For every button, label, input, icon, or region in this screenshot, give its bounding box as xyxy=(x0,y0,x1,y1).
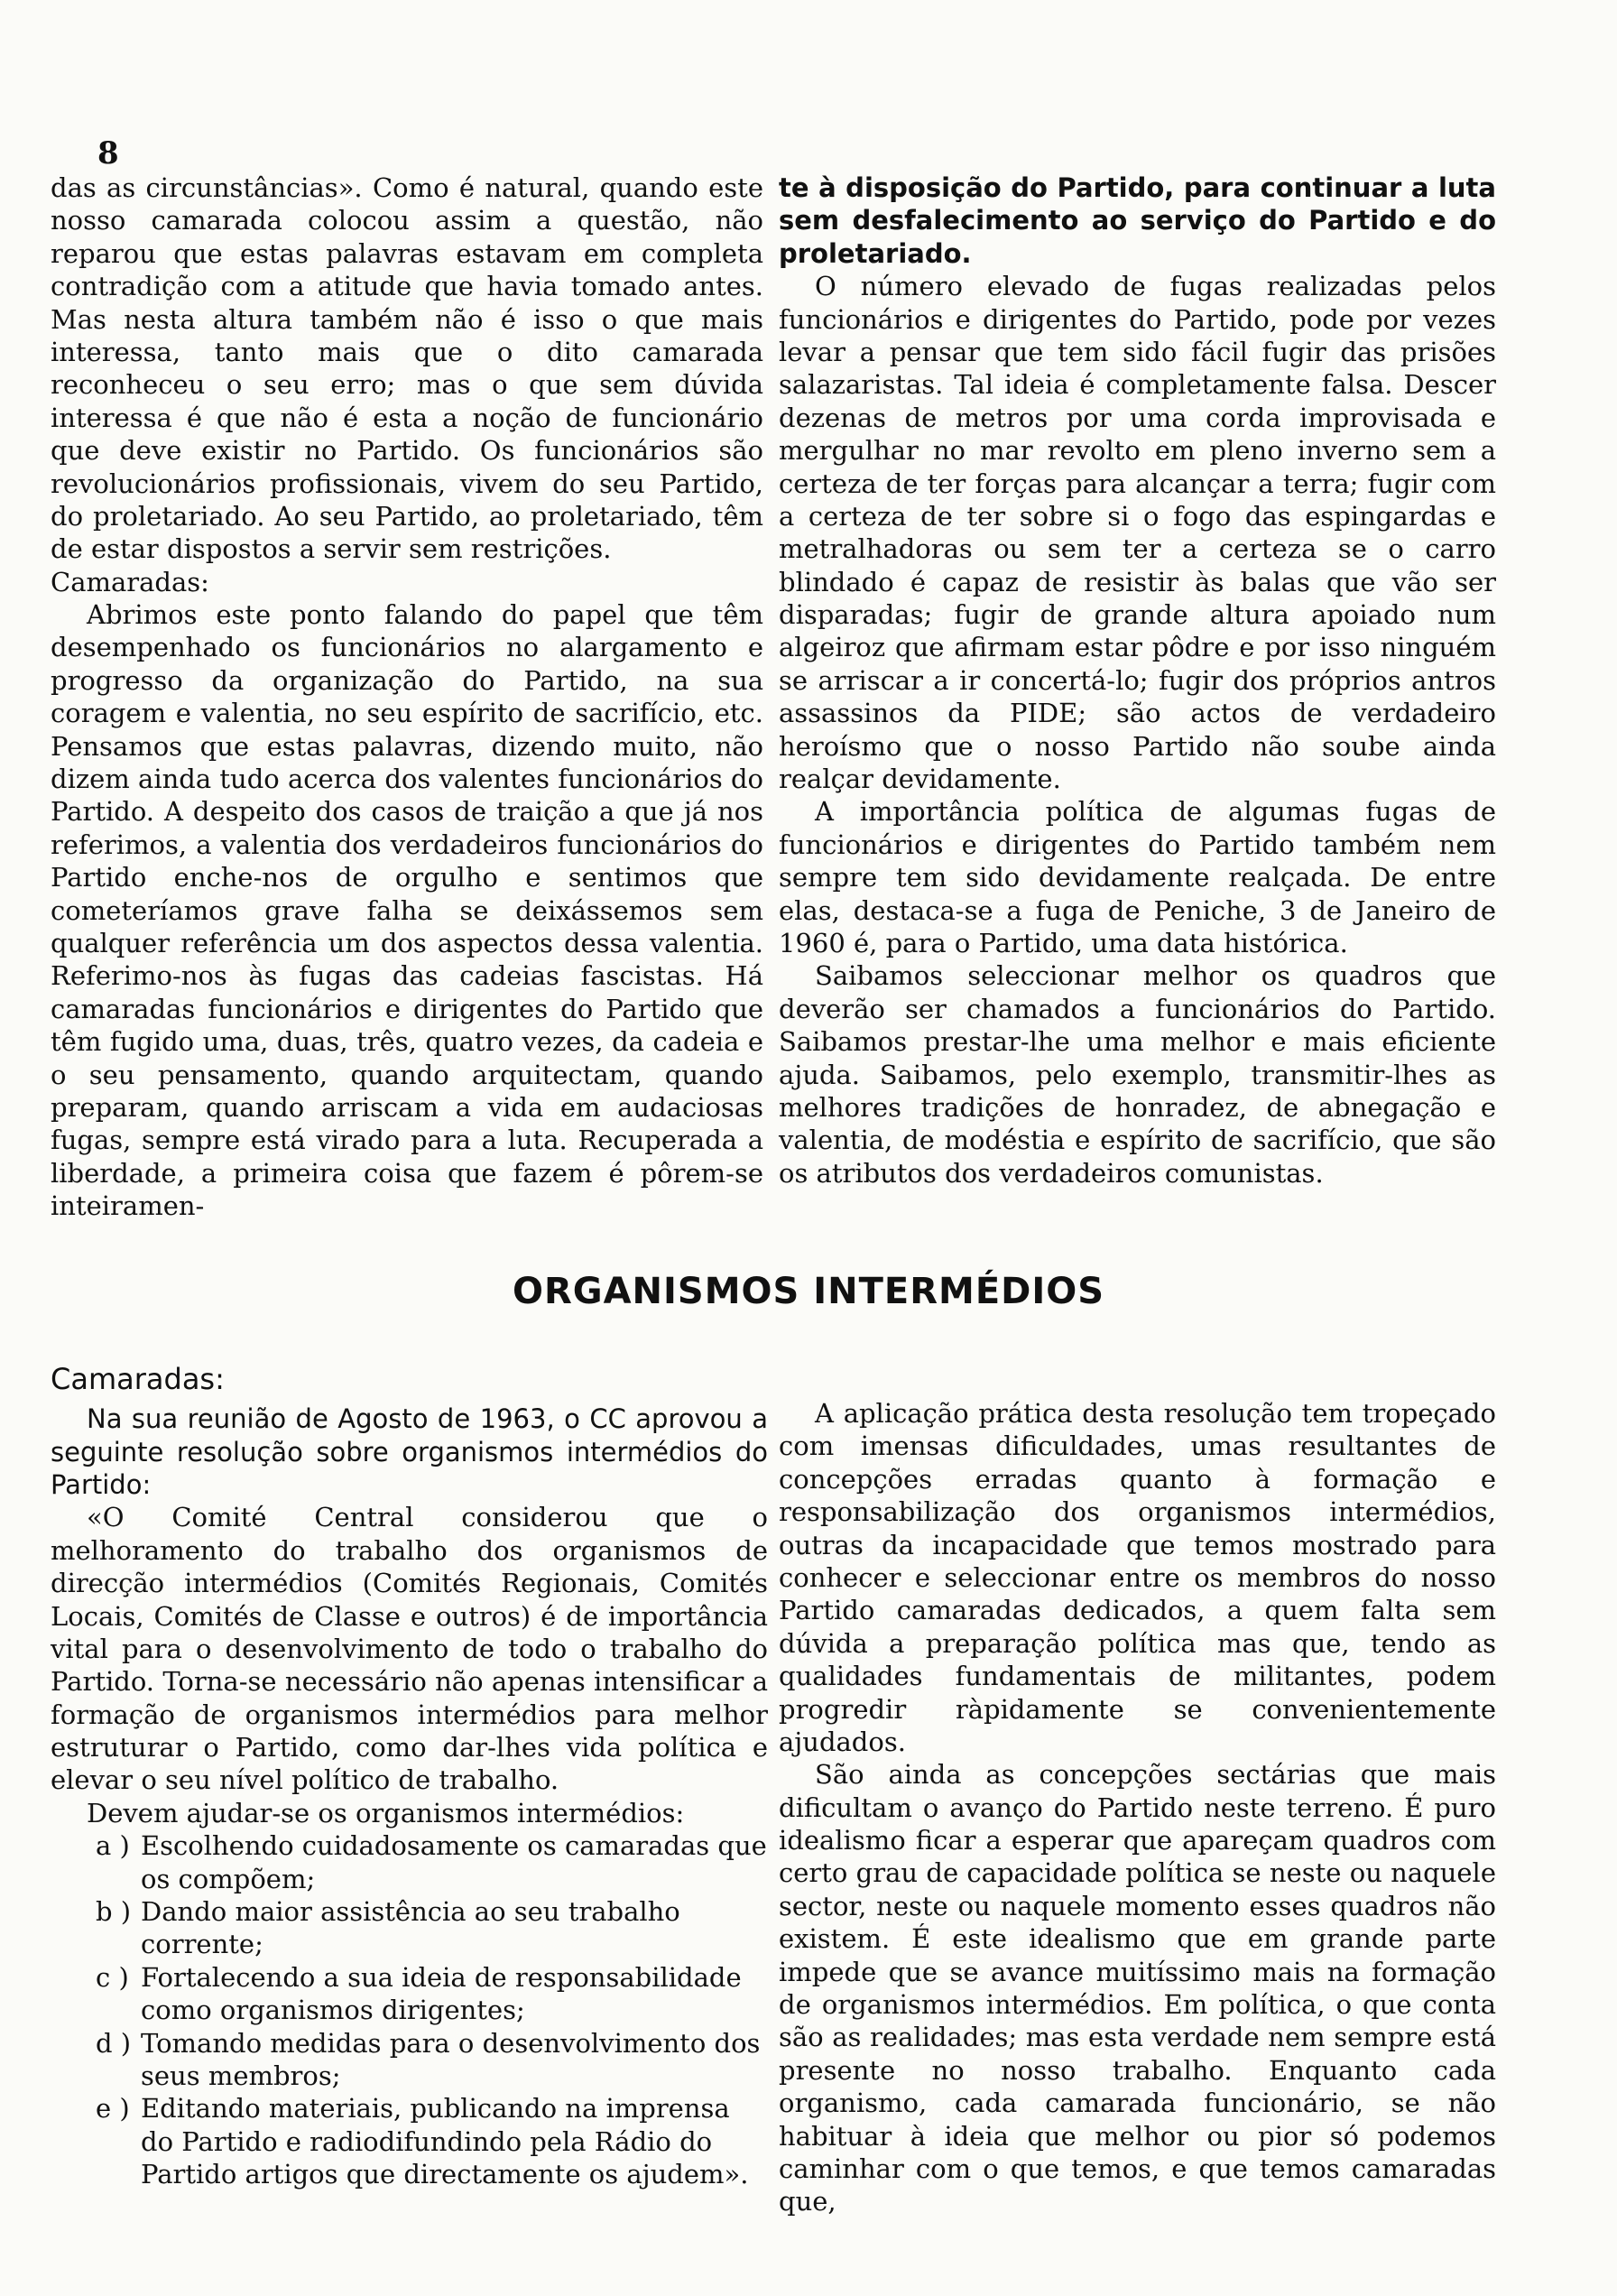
list-marker: a ) xyxy=(96,1830,130,1862)
list-marker: c ) xyxy=(96,1961,129,1993)
paragraph: A aplicação prática desta resolução tem tropeçado com imensas dificuldades, umas resultantes de concepções erradas quanto à formação e responsabilização dos organismos intermédios, outras da incapacidade que temos mostrado para conhecer e seleccionar entre os membros do nosso Partido camaradas dedicados, a quem falta sem dúvida a preparação política mas que, tendo as qualidades fundamentais de militantes, podem progredir ràpidamente se convenientemente ajudados. xyxy=(779,1398,1496,1757)
paragraph: Saibamos seleccionar melhor os quadros que deverão ser chamados a funcionários do Partido. Saibamos prestar-lhe uma melhor e mais eficiente ajuda. Saibamos, pelo exemplo, transmitir-lhes as melhores tradições de honradez, de abnegação e valentia, de modéstia e espírito de sacrifício, que são os atributos dos verdadeiros comunistas. xyxy=(779,960,1496,1189)
bottom-left-column xyxy=(51,1361,768,2191)
list-item xyxy=(51,2027,768,2093)
list-text: Tomando medidas para o desenvolvimento dos seus membros; xyxy=(141,2027,761,2091)
top-left-column xyxy=(51,171,763,1223)
list-marker: e ) xyxy=(96,2093,130,2125)
list-item xyxy=(51,1961,768,2027)
list-item xyxy=(51,1895,768,1961)
list-item xyxy=(51,2092,768,2190)
resolution-quote: «O Comité Central considerou que o melhoramento do trabalho dos organismos de direcção intermédios (Comités Regionais, Comités Locais, Comités de Classe e outros) é de importância vital para o desenvolvimento de todo o trabalho do Partido. Torna-se necessário não apenas intensificar a formação de organismos intermédios para melhor estruturar o Partido, como dar-lhes vida política e elevar o seu nível político de trabalho. xyxy=(51,1502,768,1796)
paragraph: São ainda as concepções sectárias que mais dificultam o avanço do Partido neste terreno. É puro idealismo ficar a esperar que apareçam quadros com certo grau de capacidade política se neste ou naquele sector, neste ou naquele momento esses quadros não existem. É este idealismo que em grande parte impede que se avance muitíssimo mais na formação de organismos intermédios. Em política, o que conta são as realidades; mas esta verdade nem sempre está presente no nosso trabalho. Enquanto cada organismo, cada camarada funcionário, se não habituar à ideia que melhor ou pior só podemos caminhar com o que temos, e que temos camaradas que, xyxy=(779,1759,1496,2217)
list-marker: d ) xyxy=(96,2027,132,2059)
resolution-intro: Na sua reunião de Agosto de 1963, o CC aprovou a seguinte resolução sobre organismos intermédios do Partido: xyxy=(51,1403,768,1500)
list-text: Editando materiais, publicando na imprensa do Partido e radiodifundindo pela Rádio do Partido artigos que directamente os ajudem». xyxy=(141,2093,749,2190)
paragraph: O número elevado de fugas realizadas pelos funcionários e dirigentes do Partido, pode por vezes levar a pensar que tem sido fácil fugir das prisões salazaristas. Tal ideia é completamente falsa. Descer dezenas de metros por uma corda improvisada e mergulhar no mar revolto em pleno inverno sem a certeza de ter forças para alcançar a terra; fugir com a certeza de ter sobre si o fogo das espingardas e metralhadoras ou sem ter a certeza se o carro blindado é capaz de resistir às balas que vão ser disparadas; fugir de grande altura apoiado num algeiroz que afirmam estar pôdre e por isso ninguém se arriscar a ir concertá-lo; fugir dos próprios antros assassinos da PIDE; são actos de verdadeiro heroísmo que o nosso Partido não soube ainda realçar devidamente. xyxy=(779,271,1496,795)
paragraph-continuation: te à disposição do Partido, para continuar a luta sem desfalecimento ao serviço do Partido e do proletariado. xyxy=(779,172,1496,269)
list-text: Dando maior assistência ao seu trabalho corrente; xyxy=(141,1896,680,1960)
paragraph: Abrimos este ponto falando do papel que têm desempenhado os funcionários no alargamento e progresso da organização do Partido, na sua coragem e valentia, no seu espírito de sacrifício, etc. Pensamos que estas palavras, dizendo muito, não dizem ainda tudo acerca dos valentes funcionários do Partido. A despeito dos casos de traição a que já nos referimos, a valentia dos verdadeiros funcionários do Partido enche-nos de orgulho e sentimos que cometeríamos grave falha se deixássemos sem qualquer referência um dos aspectos dessa valentia. Referimo-nos às fugas das cadeias fascistas. Há camaradas funcionários e dirigentes do Partido que têm fugido uma, duas, três, quatro vezes, da cadeia e o seu pensamento, quando arquitectam, quando preparam, quando arriscam a vida em audaciosas fugas, sempre está virado para a luta. Recuperada a liberdade, a primeira coisa que fazem é pôrem-se inteiramen- xyxy=(51,599,763,1222)
salutation-inline: Camaradas: xyxy=(51,566,209,597)
list-item xyxy=(51,1829,768,1895)
salutation: Camaradas: xyxy=(51,1362,225,1396)
section-title: ORGANISMOS INTERMÉDIOS xyxy=(512,1271,1105,1312)
paragraph: A importância política de algumas fugas de funcionários e dirigentes do Partido também nem sempre tem sido devidamente realçada. De entre elas, destaca-se a fuga de Peniche, 3 de Janeiro de 1960 é, para o Partido, uma data histórica. xyxy=(779,796,1496,958)
measures-lead: Devem ajudar-se os organismos intermédios: xyxy=(87,1797,685,1828)
list-text: Fortalecendo a sua ideia de responsabilidade como organismos dirigentes; xyxy=(141,1961,742,2026)
top-right-column xyxy=(779,171,1496,1190)
measures-list xyxy=(51,1829,768,2190)
paragraph: das as circunstâncias». Como é natural, quando este nosso camarada colocou assim a questão, não reparou que estas palavras estavam em completa contradição com a atitude que havia tomado antes. Mas nesta altura também não é isso o que mais interessa, tanto mais que o dito camarada reconheceu o seu erro; mas o que sem dúvida interessa é que não é esta a noção de funcionário que deve existir no Partido. Os funcionários são revolucionários profissionais, vivem do seu Partido, do proletariado. Ao seu Partido, ao proletariado, têm de estar dispostos a servir sem restrições. xyxy=(51,172,763,565)
list-text: Escolhendo cuidadosamente os camaradas que os compõem; xyxy=(141,1830,767,1894)
page-number: 8 xyxy=(97,135,119,171)
list-marker: b ) xyxy=(96,1896,132,1928)
bottom-right-column xyxy=(779,1397,1496,2218)
